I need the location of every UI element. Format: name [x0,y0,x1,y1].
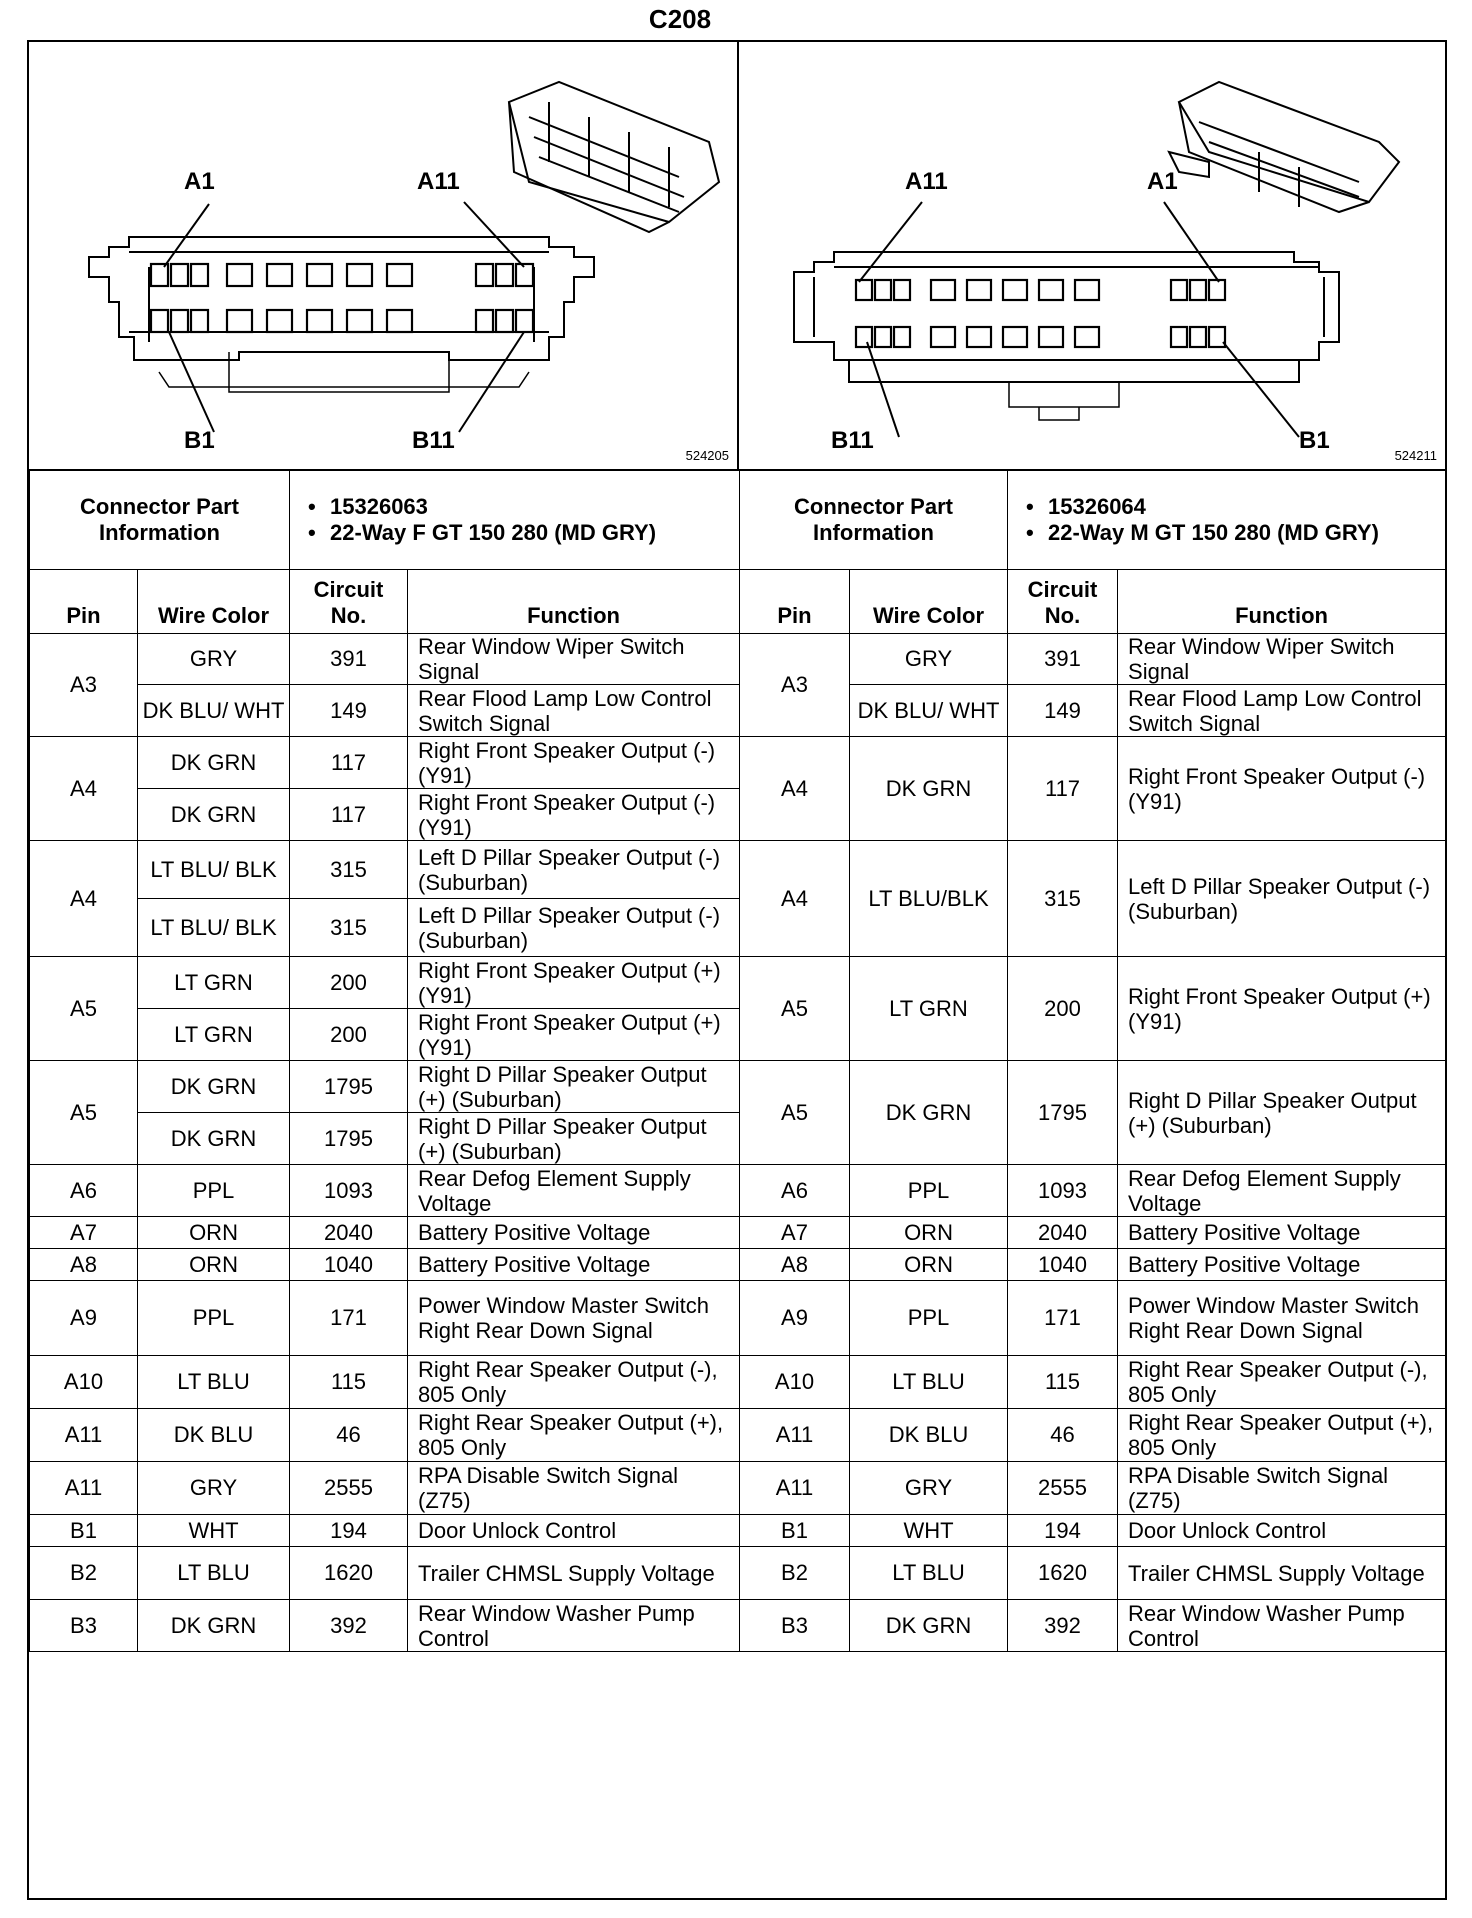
circuit-cell: 200 [290,957,408,1009]
connector-info-row [740,470,1446,570]
pin-cell: A4 [740,737,850,841]
wire-color-cell: DK BLU/ WHT [850,685,1008,737]
wire-color-cell: DK GRN [138,737,290,789]
wire-color-cell: PPL [138,1281,290,1356]
pin-cell: A6 [30,1165,138,1217]
table-row [740,957,1446,1061]
function-cell: Right Front Speaker Output (+) (Y91) [408,957,740,1009]
function-cell: Door Unlock Control [1118,1515,1446,1547]
function-cell: Door Unlock Control [408,1515,740,1547]
pin-cell: A7 [30,1217,138,1249]
wire-color-cell: WHT [850,1515,1008,1547]
wire-color-cell: WHT [138,1515,290,1547]
wire-color-cell: GRY [138,634,290,685]
figure-id: 524205 [685,448,729,463]
function-cell: Left D Pillar Speaker Output (-) (Suburban) [1118,841,1446,957]
connector-sheet [27,40,1447,1900]
circuit-cell: 2040 [290,1217,408,1249]
circuit-cell: 117 [290,737,408,789]
header-function: Function [408,570,740,634]
table-row [740,1061,1446,1165]
pin-cell: A5 [30,1061,138,1165]
wire-color-cell: LT BLU/ BLK [138,841,290,899]
function-cell: Left D Pillar Speaker Output (-) (Suburban) [408,841,740,899]
table-row [30,957,740,1009]
table-row [30,1165,740,1217]
table-row [30,1515,740,1547]
pin-cell: A4 [30,737,138,841]
pin-cell: A10 [30,1356,138,1409]
table-row [740,1249,1446,1281]
wire-color-cell: LT GRN [138,1009,290,1061]
function-cell: Right D Pillar Speaker Output (+) (Suburban) [408,1113,740,1165]
pin-label-b11: B11 [831,427,874,454]
circuit-cell: 1795 [290,1061,408,1113]
pin-cell: A8 [30,1249,138,1281]
function-cell: Rear Window Washer Pump Control [408,1600,740,1652]
function-cell: Left D Pillar Speaker Output (-) (Suburban) [408,899,740,957]
circuit-cell: 315 [290,841,408,899]
function-cell: Right D Pillar Speaker Output (+) (Suburban) [408,1061,740,1113]
wire-color-cell: DK GRN [850,737,1008,841]
function-cell: Battery Positive Voltage [1118,1249,1446,1281]
circuit-cell: 200 [1008,957,1118,1061]
pin-cell: A11 [30,1409,138,1462]
pin-cell: B3 [30,1600,138,1652]
function-cell: Rear Defog Element Supply Voltage [1118,1165,1446,1217]
circuit-cell: 46 [1008,1409,1118,1462]
table-row [740,1547,1446,1600]
pin-cell: A6 [740,1165,850,1217]
circuit-cell: 194 [290,1515,408,1547]
table-row [30,1409,740,1462]
table-row [30,634,740,685]
circuit-cell: 115 [290,1356,408,1409]
wire-color-cell: DK GRN [850,1061,1008,1165]
header-wire-color: Wire Color [850,570,1008,634]
table-row [30,1217,740,1249]
wire-color-cell: PPL [850,1165,1008,1217]
circuit-cell: 1093 [1008,1165,1118,1217]
function-cell: Rear Defog Element Supply Voltage [408,1165,740,1217]
pin-cell: A9 [740,1281,850,1356]
wire-color-cell: LT BLU [850,1356,1008,1409]
table-row [30,1547,740,1600]
circuit-cell: 46 [290,1409,408,1462]
connector-face-female-drawing [29,42,737,469]
pin-cell: A11 [30,1462,138,1515]
function-cell: Right Rear Speaker Output (-), 805 Only [408,1356,740,1409]
table-row [740,737,1446,841]
pin-cell: B2 [30,1547,138,1600]
function-cell: RPA Disable Switch Signal (Z75) [408,1462,740,1515]
table-row [740,1515,1446,1547]
function-cell: Rear Window Washer Pump Control [1118,1600,1446,1652]
wire-color-cell: LT GRN [138,957,290,1009]
wire-color-cell: DK GRN [138,1061,290,1113]
table-row [740,1356,1446,1409]
circuit-cell: 194 [1008,1515,1118,1547]
wire-color-cell: DK BLU [138,1409,290,1462]
pin-cell: A4 [740,841,850,957]
circuit-cell: 115 [1008,1356,1118,1409]
connector-diagram-female [29,42,739,469]
circuit-cell: 117 [1008,737,1118,841]
wire-color-cell: DK GRN [850,1600,1008,1652]
circuit-cell: 2555 [1008,1462,1118,1515]
header-wire-color: Wire Color [138,570,290,634]
circuit-cell: 391 [1008,634,1118,685]
circuit-cell: 1093 [290,1165,408,1217]
wire-color-cell: LT BLU [138,1547,290,1600]
function-cell: Rear Window Wiper Switch Signal [1118,634,1446,685]
circuit-cell: 392 [290,1600,408,1652]
circuit-cell: 200 [290,1009,408,1061]
connector-part-item: • 15326064 [1048,494,1442,520]
table-row [740,1409,1446,1462]
wire-color-cell: DK BLU [850,1409,1008,1462]
connector-diagrams [29,42,1445,471]
wire-color-cell: DK GRN [138,1113,290,1165]
table-row [740,634,1446,685]
wire-color-cell: DK GRN [138,789,290,841]
table-row [30,1061,740,1113]
function-cell: Rear Flood Lamp Low Control Switch Signal [408,685,740,737]
connector-part-item: • 22-Way F GT 150 280 (MD GRY) [330,520,736,546]
pin-label-a1: A1 [184,168,215,195]
circuit-cell: 391 [290,634,408,685]
pin-cell: A5 [740,1061,850,1165]
pin-label-a1: A1 [1147,168,1178,195]
table-row [30,1600,740,1652]
circuit-cell: 2040 [1008,1217,1118,1249]
wire-color-cell: DK GRN [138,1600,290,1652]
pin-label-a11: A11 [417,168,460,195]
pin-cell: B3 [740,1600,850,1652]
pin-cell: A11 [740,1462,850,1515]
circuit-cell: 1795 [1008,1061,1118,1165]
pin-cell: B2 [740,1547,850,1600]
table-row [740,1600,1446,1652]
wire-color-cell: GRY [138,1462,290,1515]
circuit-cell: 315 [1008,841,1118,957]
pin-cell: B1 [740,1515,850,1547]
wire-color-cell: ORN [138,1249,290,1281]
circuit-cell: 315 [290,899,408,957]
circuit-cell: 1620 [1008,1547,1118,1600]
table-row [740,1165,1446,1217]
connector-part-item: • 22-Way M GT 150 280 (MD GRY) [1048,520,1442,546]
pin-cell: A7 [740,1217,850,1249]
table-row [740,1217,1446,1249]
circuit-cell: 1795 [290,1113,408,1165]
function-cell: Right Front Speaker Output (+) (Y91) [1118,957,1446,1061]
pin-table-male [739,469,1446,1652]
connector-part-list [290,470,740,570]
pin-label-a11: A11 [905,168,948,195]
pin-cell: A4 [30,841,138,957]
wire-color-cell: DK BLU/ WHT [138,685,290,737]
function-cell: Battery Positive Voltage [1118,1217,1446,1249]
connector-part-list [1008,470,1446,570]
pin-cell: A10 [740,1356,850,1409]
table-row [30,1281,740,1356]
table-header-row [30,570,740,634]
pin-label-b1: B1 [184,427,215,454]
table-header-row [740,570,1446,634]
wire-color-cell: PPL [850,1281,1008,1356]
pin-cell: A8 [740,1249,850,1281]
pin-cell: A9 [30,1281,138,1356]
pin-cell: A3 [740,634,850,737]
header-pin: Pin [740,570,850,634]
circuit-cell: 1040 [290,1249,408,1281]
connector-info-label: Connector Part Information [740,470,1008,570]
table-row [30,1249,740,1281]
function-cell: Rear Flood Lamp Low Control Switch Signal [1118,685,1446,737]
function-cell: Trailer CHMSL Supply Voltage [408,1547,740,1600]
circuit-cell: 117 [290,789,408,841]
pin-cell: A11 [740,1409,850,1462]
table-row [740,1281,1446,1356]
table-row [30,1462,740,1515]
wire-color-cell: LT BLU [850,1547,1008,1600]
pin-label-b11: B11 [412,427,455,454]
wire-color-cell: ORN [138,1217,290,1249]
function-cell: Rear Window Wiper Switch Signal [408,634,740,685]
function-cell: Battery Positive Voltage [408,1249,740,1281]
pin-cell: A5 [30,957,138,1061]
wire-color-cell: LT BLU/BLK [850,841,1008,957]
circuit-cell: 149 [1008,685,1118,737]
header-circuit-no: Circuit No. [1008,570,1118,634]
table-row [30,1356,740,1409]
function-cell: RPA Disable Switch Signal (Z75) [1118,1462,1446,1515]
header-pin: Pin [30,570,138,634]
function-cell: Power Window Master Switch Right Rear Down Signal [408,1281,740,1356]
header-circuit-no: Circuit No. [290,570,408,634]
function-cell: Right Rear Speaker Output (+), 805 Only [408,1409,740,1462]
circuit-cell: 1040 [1008,1249,1118,1281]
connector-diagram-male [739,42,1445,469]
circuit-cell: 171 [1008,1281,1118,1356]
header-function: Function [1118,570,1446,634]
wire-color-cell: GRY [850,1462,1008,1515]
function-cell: Right Rear Speaker Output (+), 805 Only [1118,1409,1446,1462]
function-cell: Battery Positive Voltage [408,1217,740,1249]
connector-info-row [30,470,740,570]
function-cell: Right D Pillar Speaker Output (+) (Suburban) [1118,1061,1446,1165]
function-cell: Right Front Speaker Output (+) (Y91) [408,1009,740,1061]
function-cell: Right Front Speaker Output (-) (Y91) [1118,737,1446,841]
circuit-cell: 149 [290,685,408,737]
connector-part-item: • 15326063 [330,494,736,520]
table-row [740,841,1446,957]
circuit-cell: 2555 [290,1462,408,1515]
function-cell: Right Front Speaker Output (-) (Y91) [408,737,740,789]
wire-color-cell: ORN [850,1217,1008,1249]
pin-cell: A5 [740,957,850,1061]
connector-face-male-drawing [739,42,1445,469]
pin-cell: B1 [30,1515,138,1547]
function-cell: Power Window Master Switch Right Rear Down Signal [1118,1281,1446,1356]
circuit-cell: 392 [1008,1600,1118,1652]
connector-info-label: Connector Part Information [30,470,290,570]
wire-color-cell: GRY [850,634,1008,685]
function-cell: Right Rear Speaker Output (-), 805 Only [1118,1356,1446,1409]
pin-label-b1: B1 [1299,427,1330,454]
wire-color-cell: LT GRN [850,957,1008,1061]
wire-color-cell: ORN [850,1249,1008,1281]
circuit-cell: 171 [290,1281,408,1356]
circuit-cell: 1620 [290,1547,408,1600]
wire-color-cell: LT BLU [138,1356,290,1409]
table-row [30,841,740,899]
function-cell: Trailer CHMSL Supply Voltage [1118,1547,1446,1600]
page-title: C208 [648,4,712,34]
function-cell: Right Front Speaker Output (-) (Y91) [408,789,740,841]
table-row [740,1462,1446,1515]
wire-color-cell: PPL [138,1165,290,1217]
wire-color-cell: LT BLU/ BLK [138,899,290,957]
pin-cell: A3 [30,634,138,737]
pin-table-female [29,469,740,1652]
table-row [30,737,740,789]
figure-id: 524211 [1394,448,1437,463]
